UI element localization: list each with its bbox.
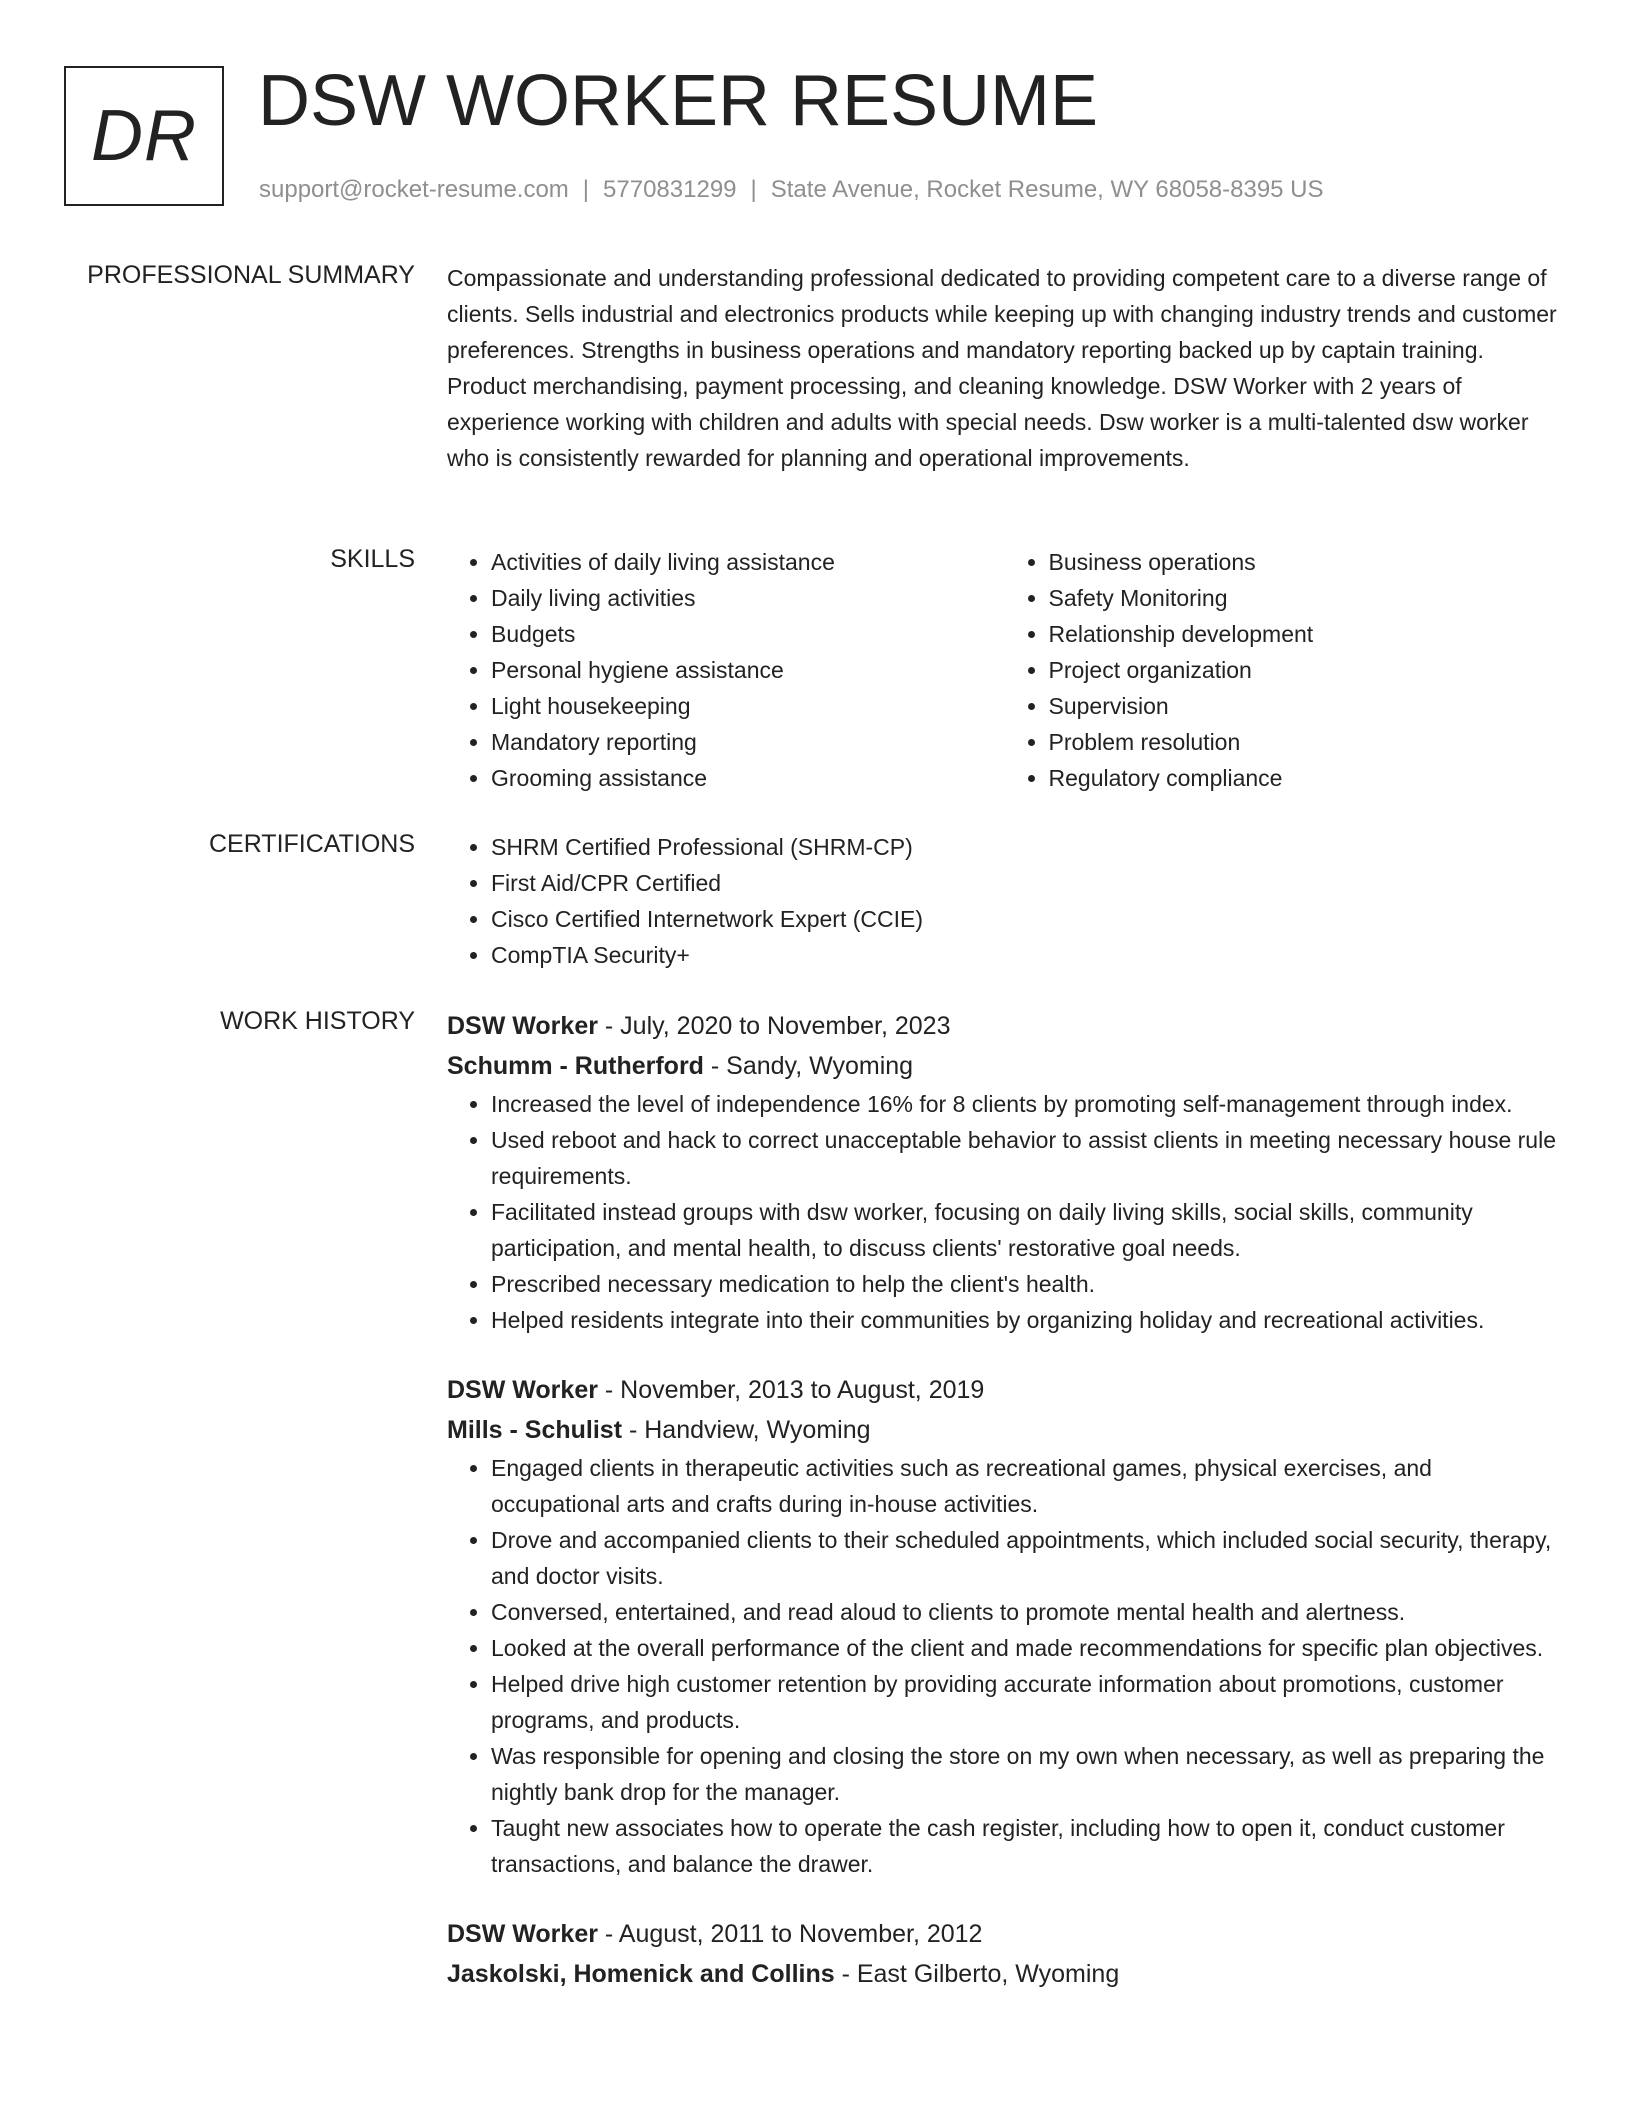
certifications-heading: CERTIFICATIONS bbox=[208, 830, 415, 858]
certification-item: • Cisco Certified Internetwork Expert (CCIE) bbox=[491, 901, 1562, 937]
monogram-badge: DR bbox=[64, 66, 224, 206]
contact-separator: | bbox=[582, 176, 590, 203]
job-duty-item: • Engaged clients in therapeutic activities such as recreational games, physical exercises, and occupational arts and crafts during in-house activities. bbox=[491, 1450, 1562, 1522]
skills-heading: SKILLS bbox=[330, 545, 415, 573]
skills-list-right bbox=[1005, 544, 1563, 796]
summary-text: Compassionate and understanding professional dedicated to providing competent care to a diverse range of clients. Sells industrial and electronics products while keeping up with changing industry trends and customer preferences. Strengths in business operations and mandatory reporting backed up by captain training. Product merchandising, payment processing, and cleaning knowledge. DSW Worker with 2 years of experience working with children and adults with special needs. Dsw worker is a multi-talented dsw worker who is consistently rewarded for planning and operational improvements. bbox=[447, 265, 1557, 471]
contact-email: support@rocket-resume.com bbox=[259, 176, 569, 203]
certification-item: • SHRM Certified Professional (SHRM-CP) bbox=[491, 829, 1562, 865]
job-company-line bbox=[447, 1410, 1562, 1450]
job-duty-item: • Drove and accompanied clients to their scheduled appointments, which included social security, therapy, and doctor visits. bbox=[491, 1522, 1562, 1594]
job-duties-list bbox=[447, 1450, 1562, 1882]
skill-item: • Regulatory compliance bbox=[1049, 760, 1563, 796]
summary-body bbox=[447, 260, 1562, 476]
work-history-body bbox=[447, 1006, 1562, 2026]
job-entry bbox=[447, 1370, 1562, 1882]
job-role: DSW Worker bbox=[447, 1012, 598, 1040]
skill-item: • Personal hygiene assistance bbox=[491, 652, 1005, 688]
job-entry bbox=[447, 1914, 1562, 1994]
job-title-line bbox=[447, 1914, 1562, 1954]
work-history-heading: WORK HISTORY bbox=[220, 1007, 415, 1035]
skill-item: • Relationship development bbox=[1049, 616, 1563, 652]
contact-address: State Avenue, Rocket Resume, WY 68058-8395 US bbox=[770, 176, 1324, 203]
contact-phone: 5770831299 bbox=[603, 176, 737, 203]
job-company: Jaskolski, Homenick and Collins bbox=[447, 1960, 835, 1988]
job-duty-item: • Helped drive high customer retention by providing accurate information about promotions, customer programs, and products. bbox=[491, 1666, 1562, 1738]
skill-item: • Mandatory reporting bbox=[491, 724, 1005, 760]
job-dates: - November, 2013 to August, 2019 bbox=[597, 1376, 985, 1404]
job-duty-item: • Was responsible for opening and closing the store on my own when necessary, as well as preparing the nightly bank drop for the manager. bbox=[491, 1738, 1562, 1810]
job-company-line bbox=[447, 1954, 1562, 1994]
job-duty-item: • Used reboot and hack to correct unacceptable behavior to assist clients in meeting necessary house rule requirements. bbox=[491, 1122, 1562, 1194]
job-location: - Sandy, Wyoming bbox=[703, 1052, 914, 1080]
skill-item: • Project organization bbox=[1049, 652, 1563, 688]
job-role: DSW Worker bbox=[447, 1920, 598, 1948]
job-role: DSW Worker bbox=[447, 1376, 598, 1404]
skill-item: • Light housekeeping bbox=[491, 688, 1005, 724]
job-duty-item: • Increased the level of independence 16% for 8 clients by promoting self-management through index. bbox=[491, 1086, 1562, 1122]
certifications-body bbox=[447, 829, 1562, 973]
skill-item: • Problem resolution bbox=[1049, 724, 1563, 760]
job-company: Schumm - Rutherford bbox=[447, 1052, 704, 1080]
resume-title: DSW WORKER RESUME bbox=[258, 61, 1099, 141]
summary-heading: PROFESSIONAL SUMMARY bbox=[87, 261, 415, 289]
skills-list-left bbox=[447, 544, 1005, 796]
skill-item: • Safety Monitoring bbox=[1049, 580, 1563, 616]
certification-item: • First Aid/CPR Certified bbox=[491, 865, 1562, 901]
skill-item: • Budgets bbox=[491, 616, 1005, 652]
job-duty-item: • Taught new associates how to operate the cash register, including how to open it, conduct customer transactions, and balance the drawer. bbox=[491, 1810, 1562, 1882]
job-company-line bbox=[447, 1046, 1562, 1086]
skill-item: • Daily living activities bbox=[491, 580, 1005, 616]
job-entry bbox=[447, 1006, 1562, 1338]
job-duty-item: • Conversed, entertained, and read aloud to clients to promote mental health and alertness. bbox=[491, 1594, 1562, 1630]
job-duty-item: • Facilitated instead groups with dsw worker, focusing on daily living skills, social skills, community participation, and mental health, to discuss clients' restorative goal needs. bbox=[491, 1194, 1562, 1266]
job-location: - East Gilberto, Wyoming bbox=[834, 1960, 1120, 1988]
job-title-line bbox=[447, 1006, 1562, 1046]
certification-item: • CompTIA Security+ bbox=[491, 937, 1562, 973]
skill-item: • Supervision bbox=[1049, 688, 1563, 724]
job-dates: - July, 2020 to November, 2023 bbox=[597, 1012, 951, 1040]
contact-line bbox=[259, 174, 1324, 206]
job-duty-item: • Looked at the overall performance of the client and made recommendations for specific plan objectives. bbox=[491, 1630, 1562, 1666]
skill-item: • Business operations bbox=[1049, 544, 1563, 580]
skills-body bbox=[447, 544, 1562, 796]
certifications-list bbox=[447, 829, 1562, 973]
skill-item: • Grooming assistance bbox=[491, 760, 1005, 796]
job-title-line bbox=[447, 1370, 1562, 1410]
contact-separator: | bbox=[750, 176, 757, 203]
job-location: - Handview, Wyoming bbox=[622, 1416, 871, 1444]
job-duty-item: • Prescribed necessary medication to help the client's health. bbox=[491, 1266, 1562, 1302]
job-duty-item: • Helped residents integrate into their communities by organizing holiday and recreational activities. bbox=[491, 1302, 1562, 1338]
job-duties-list bbox=[447, 1086, 1562, 1338]
job-company: Mills - Schulist bbox=[447, 1416, 623, 1444]
job-dates: - August, 2011 to November, 2012 bbox=[597, 1920, 983, 1948]
skill-item: • Activities of daily living assistance bbox=[491, 544, 1005, 580]
